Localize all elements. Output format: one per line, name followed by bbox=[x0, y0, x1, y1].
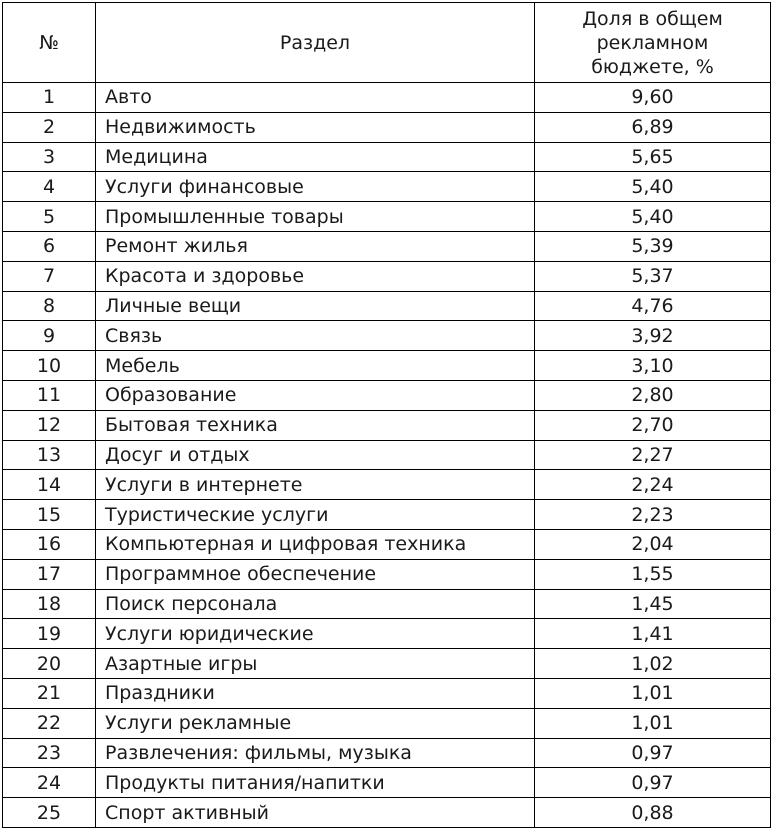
row-number: 19 bbox=[3, 619, 96, 649]
row-share: 1,02 bbox=[535, 649, 771, 679]
table-row bbox=[3, 678, 771, 708]
row-section: Личные вещи bbox=[96, 291, 535, 321]
row-number: 9 bbox=[3, 321, 96, 351]
row-number: 21 bbox=[3, 678, 96, 708]
row-section: Поиск персонала bbox=[96, 589, 535, 619]
row-section: Услуги в интернете bbox=[96, 470, 535, 500]
row-number: 2 bbox=[3, 112, 96, 142]
row-section: Мебель bbox=[96, 351, 535, 381]
row-number: 1 bbox=[3, 83, 96, 113]
table-row bbox=[3, 500, 771, 530]
row-section: Развлечения: фильмы, музыка bbox=[96, 738, 535, 768]
row-section: Туристические услуги bbox=[96, 500, 535, 530]
row-share: 5,40 bbox=[535, 202, 771, 232]
table-row bbox=[3, 589, 771, 619]
row-section: Услуги юридические bbox=[96, 619, 535, 649]
row-share: 2,04 bbox=[535, 529, 771, 559]
row-share: 5,40 bbox=[535, 172, 771, 202]
row-number: 25 bbox=[3, 798, 96, 828]
table-row bbox=[3, 619, 771, 649]
row-number: 22 bbox=[3, 708, 96, 738]
table-row bbox=[3, 291, 771, 321]
row-section: Ремонт жилья bbox=[96, 231, 535, 261]
row-section: Недвижимость bbox=[96, 112, 535, 142]
row-number: 3 bbox=[3, 142, 96, 172]
table-row bbox=[3, 380, 771, 410]
row-number: 11 bbox=[3, 380, 96, 410]
ad-budget-table bbox=[2, 2, 771, 828]
header-share-line: рекламном bbox=[596, 31, 709, 54]
row-number: 7 bbox=[3, 261, 96, 291]
row-share: 1,01 bbox=[535, 678, 771, 708]
row-section: Промышленные товары bbox=[96, 202, 535, 232]
row-number: 5 bbox=[3, 202, 96, 232]
row-share: 2,24 bbox=[535, 470, 771, 500]
row-share: 2,27 bbox=[535, 440, 771, 470]
row-number: 16 bbox=[3, 529, 96, 559]
row-section: Медицина bbox=[96, 142, 535, 172]
row-number: 12 bbox=[3, 410, 96, 440]
header-share bbox=[535, 3, 771, 83]
table-row bbox=[3, 351, 771, 381]
table-row bbox=[3, 708, 771, 738]
row-share: 1,45 bbox=[535, 589, 771, 619]
row-share: 5,37 bbox=[535, 261, 771, 291]
row-section: Досуг и отдых bbox=[96, 440, 535, 470]
row-share: 2,80 bbox=[535, 380, 771, 410]
row-number: 6 bbox=[3, 231, 96, 261]
table-row bbox=[3, 768, 771, 798]
row-number: 17 bbox=[3, 559, 96, 589]
table-row bbox=[3, 738, 771, 768]
row-share: 5,65 bbox=[535, 142, 771, 172]
row-number: 14 bbox=[3, 470, 96, 500]
row-share: 4,76 bbox=[535, 291, 771, 321]
row-number: 15 bbox=[3, 500, 96, 530]
row-share: 3,10 bbox=[535, 351, 771, 381]
row-share: 5,39 bbox=[535, 231, 771, 261]
row-section: Бытовая техника bbox=[96, 410, 535, 440]
row-share: 6,89 bbox=[535, 112, 771, 142]
row-section: Красота и здоровье bbox=[96, 261, 535, 291]
table-header bbox=[3, 3, 771, 83]
table-row bbox=[3, 142, 771, 172]
table-row bbox=[3, 470, 771, 500]
table-row bbox=[3, 231, 771, 261]
row-section: Связь bbox=[96, 321, 535, 351]
row-section: Образование bbox=[96, 380, 535, 410]
row-share: 2,70 bbox=[535, 410, 771, 440]
row-section: Спорт активный bbox=[96, 798, 535, 828]
row-number: 8 bbox=[3, 291, 96, 321]
row-section: Услуги рекламные bbox=[96, 708, 535, 738]
row-number: 4 bbox=[3, 172, 96, 202]
row-share: 0,97 bbox=[535, 768, 771, 798]
header-share-line: Доля в общем bbox=[582, 7, 723, 30]
header-share-line: бюджете, % bbox=[591, 55, 714, 78]
row-section: Продукты питания/напитки bbox=[96, 768, 535, 798]
row-number: 20 bbox=[3, 649, 96, 679]
row-section: Праздники bbox=[96, 678, 535, 708]
row-share: 0,88 bbox=[535, 798, 771, 828]
header-section: Раздел bbox=[96, 3, 535, 83]
table-row bbox=[3, 202, 771, 232]
row-share: 1,55 bbox=[535, 559, 771, 589]
row-number: 23 bbox=[3, 738, 96, 768]
header-row bbox=[3, 3, 771, 83]
table-body bbox=[3, 83, 771, 828]
row-section: Азартные игры bbox=[96, 649, 535, 679]
row-number: 10 bbox=[3, 351, 96, 381]
row-section: Услуги финансовые bbox=[96, 172, 535, 202]
table-row bbox=[3, 261, 771, 291]
row-share: 3,92 bbox=[535, 321, 771, 351]
table-row bbox=[3, 410, 771, 440]
table-row bbox=[3, 798, 771, 828]
table-row bbox=[3, 440, 771, 470]
row-section: Компьютерная и цифровая техника bbox=[96, 529, 535, 559]
table-row bbox=[3, 649, 771, 679]
row-share: 0,97 bbox=[535, 738, 771, 768]
table-row bbox=[3, 321, 771, 351]
table-row bbox=[3, 112, 771, 142]
row-number: 13 bbox=[3, 440, 96, 470]
row-share: 2,23 bbox=[535, 500, 771, 530]
row-section: Авто bbox=[96, 83, 535, 113]
row-share: 1,41 bbox=[535, 619, 771, 649]
row-number: 24 bbox=[3, 768, 96, 798]
row-section: Программное обеспечение bbox=[96, 559, 535, 589]
header-number: № bbox=[3, 3, 96, 83]
row-share: 1,01 bbox=[535, 708, 771, 738]
table-row bbox=[3, 172, 771, 202]
row-number: 18 bbox=[3, 589, 96, 619]
table-row bbox=[3, 83, 771, 113]
table-row bbox=[3, 529, 771, 559]
row-share: 9,60 bbox=[535, 83, 771, 113]
table-row bbox=[3, 559, 771, 589]
